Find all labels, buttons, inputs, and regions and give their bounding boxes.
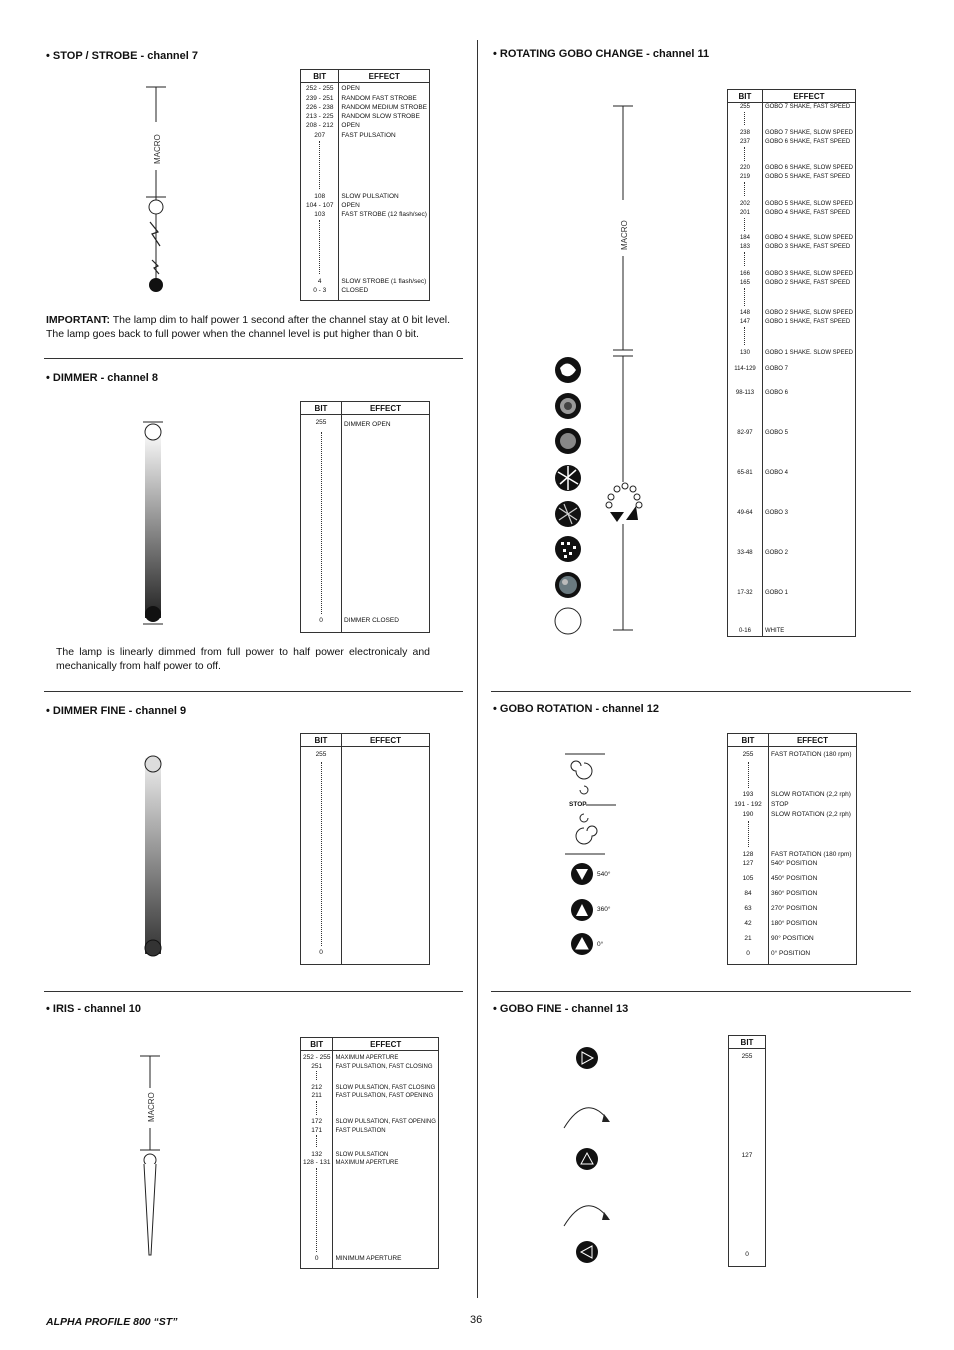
effect-cell: GOBO 1 (764, 589, 788, 596)
dimmer-fine-table (300, 733, 430, 965)
gobo-right-arrow-icon (626, 506, 638, 520)
bit-header: BIT (728, 90, 763, 103)
gobo-macro-label: MACRO (620, 220, 629, 250)
bit-cell: 98-113 (728, 389, 763, 429)
effect-cell: GOBO 1 SHAKE, FAST SPEED (764, 319, 851, 326)
table-row (728, 920, 857, 935)
bit-cell: 166 (728, 270, 763, 279)
bit-cell: 127 (728, 860, 769, 875)
effect-cell: FAST PULSATION, FAST CLOSING (335, 1063, 433, 1070)
gobo-fine-bottom-icon (576, 1241, 598, 1263)
divider-fine-iris (44, 991, 463, 992)
rotation-arrow-2-icon (564, 1206, 608, 1226)
strobe-table (300, 69, 430, 301)
gobo-0-icon (571, 933, 593, 955)
table-row (728, 549, 856, 589)
bit-cell: 0 (301, 1255, 333, 1268)
bit-cell: 82-97 (728, 429, 763, 469)
table-row (728, 627, 856, 637)
bit-cell: 128 (728, 851, 769, 861)
bit-cell: 147 (728, 318, 763, 327)
table-row (728, 509, 856, 549)
bit-cell: 0 - 3 (301, 287, 339, 300)
table-row (728, 270, 856, 279)
bit-header: BIT (728, 734, 769, 747)
product-name: ALPHA PROFILE 800 “ST” (46, 1316, 178, 1328)
effect-cell: GOBO 7 SHAKE, FAST SPEED (764, 104, 851, 110)
strobe-title: • STOP / STROBE - channel 7 (46, 50, 198, 62)
table-row (728, 747, 857, 762)
effect-cell: GOBO 4 SHAKE, SLOW SPEED (764, 235, 853, 242)
effect-cell: 540° POSITION (771, 860, 818, 868)
table-row (728, 138, 856, 147)
effect-cell: GOBO 1 SHAKE. SLOW SPEED (764, 349, 853, 356)
bit-cell: 127 (741, 1152, 753, 1160)
iris-cone-icon (144, 1164, 156, 1255)
bit-cell: 255 (728, 747, 769, 762)
bit-cell: 17-32 (728, 589, 763, 627)
dimmer-fine-bottom-icon (145, 940, 161, 956)
bit-cell: 130 (728, 349, 763, 365)
bit-cell: 208 - 212 (301, 122, 339, 131)
bit-cell: 202 (728, 200, 763, 209)
table-row (301, 278, 430, 287)
dimmer-fine-gradient-bar (140, 750, 166, 962)
bit-cell: 237 (728, 138, 763, 147)
effect-header: EFFECT (342, 734, 430, 747)
gobo-fine-title: • GOBO FINE - channel 13 (493, 1003, 629, 1015)
bit-cell: 171 (301, 1127, 333, 1136)
table-row (728, 905, 857, 920)
effect-cell: GOBO 7 (764, 365, 788, 372)
table-row (301, 1159, 439, 1168)
bit-cell: 104 - 107 (301, 202, 339, 211)
bit-cell: 226 - 238 (301, 104, 339, 113)
bit-cell: 63 (728, 905, 769, 920)
bit-cell: 211 (301, 1092, 333, 1101)
table-row (728, 349, 856, 365)
table-row (728, 890, 857, 905)
effect-cell: GOBO 5 SHAKE, SLOW SPEED (764, 200, 853, 207)
gobo-fine-middle-icon (576, 1148, 598, 1170)
table-row (728, 309, 856, 318)
bit-header: BIT (729, 1036, 766, 1049)
table-row (729, 1152, 766, 1162)
effect-cell: GOBO 6 (764, 389, 788, 396)
bit-cell: 148 (728, 309, 763, 318)
effect-cell: 180° POSITION (771, 920, 818, 928)
bit-cell: 255 (741, 1053, 753, 1060)
effect-cell: CLOSED (341, 287, 369, 295)
bit-cell: 42 (728, 920, 769, 935)
bit-cell: 213 - 225 (301, 113, 339, 122)
gobo-540-icon (571, 863, 593, 885)
bit-cell: 105 (728, 875, 769, 890)
gobo-wheel-diagram (548, 100, 658, 640)
table-row (728, 935, 857, 950)
bit-cell: 212 (301, 1084, 333, 1093)
table-row (728, 234, 856, 243)
column-divider (477, 40, 478, 1298)
gobo-4-icon (555, 465, 581, 491)
effect-cell: GOBO 2 SHAKE, SLOW SPEED (764, 310, 853, 317)
effect-cell: DIMMER CLOSED (344, 617, 399, 625)
effect-cell: SLOW PULSATION, FAST CLOSING (335, 1084, 436, 1091)
effect-cell: FAST ROTATION (180 rpm) (771, 751, 852, 758)
bit-cell: 114-129 (728, 365, 763, 389)
bit-cell: 49-64 (728, 509, 763, 549)
dimmer-fine-top-icon (145, 756, 161, 772)
bit-cell: 191 - 192 (728, 801, 769, 811)
effect-header: EFFECT (762, 90, 855, 103)
rotation-arrow-icon (564, 1108, 608, 1128)
table-row (301, 617, 430, 632)
bit-cell: 239 - 251 (301, 95, 339, 104)
effect-cell: STOP (771, 801, 789, 809)
table-row (728, 429, 856, 469)
table-row (301, 193, 430, 202)
table-row (728, 875, 857, 890)
table-row (728, 950, 857, 964)
bit-cell: 4 (301, 278, 339, 287)
effect-cell: 450° POSITION (771, 875, 818, 883)
gobo-6-icon (555, 393, 581, 419)
iris-table (300, 1037, 439, 1269)
bit-cell: 183 (728, 243, 763, 252)
table-row (728, 243, 856, 252)
table-row (301, 95, 430, 104)
table-row (728, 811, 857, 821)
bit-cell: 190 (728, 811, 769, 821)
table-row (728, 589, 856, 627)
bit-header: BIT (301, 734, 342, 747)
effect-cell: FAST PULSATION (335, 1127, 386, 1134)
bit-cell: 255 (728, 103, 763, 113)
stop-label: STOP (569, 801, 587, 808)
angle-360-label: 360° (597, 906, 611, 913)
dimmer-table (300, 401, 430, 633)
table-row (301, 287, 430, 300)
iris-title: • IRIS - channel 10 (46, 1003, 141, 1015)
effect-cell: MAXIMUM APERTURE (335, 1055, 399, 1061)
gobo-rotation-table (727, 733, 857, 965)
rotation-fast-reverse-icon (576, 826, 597, 844)
open-shutter-icon (149, 200, 163, 214)
bit-cell: 252 - 255 (301, 1051, 333, 1063)
gobo-2-icon (555, 536, 581, 562)
gobo-7-icon (555, 357, 581, 383)
bit-cell: 21 (728, 935, 769, 950)
effect-cell: RANDOM FAST STROBE (341, 94, 417, 102)
bit-cell: 0 (728, 950, 769, 964)
bit-cell: 0-16 (728, 627, 763, 637)
table-row (301, 1063, 439, 1072)
bit-cell: 103 (301, 211, 339, 220)
gobo-1-icon (555, 572, 581, 598)
bit-header: BIT (301, 70, 339, 83)
table-row (301, 949, 430, 964)
strobe-important-note (46, 313, 464, 341)
bit-cell: 108 (301, 193, 339, 202)
bit-cell: 220 (728, 164, 763, 173)
bit-cell: 201 (728, 209, 763, 218)
dimmer-gradient-bar (140, 418, 166, 628)
iris-macro-diagram (136, 1050, 168, 1265)
table-row (728, 389, 856, 429)
table-row (728, 469, 856, 509)
gobo-change-table (727, 89, 856, 637)
bit-cell: 65-81 (728, 469, 763, 509)
bit-cell: 128 - 131 (301, 1159, 333, 1168)
effect-cell: GOBO 5 (764, 429, 788, 436)
divider-gobo-rotation (491, 691, 911, 692)
closed-shutter-icon (149, 278, 163, 292)
important-label: IMPORTANT: (46, 314, 110, 326)
gobo-wheel-dots-icon (606, 483, 642, 508)
effect-cell: 360° POSITION (771, 890, 818, 898)
table-row (728, 851, 857, 861)
bit-cell: 193 (728, 791, 769, 801)
effect-cell: DIMMER OPEN (344, 421, 391, 428)
gobo-rotation-title: • GOBO ROTATION - channel 12 (493, 703, 660, 715)
table-row (301, 211, 430, 220)
effect-cell: FAST PULSATION, FAST OPENING (335, 1093, 434, 1100)
effect-cell: OPEN (341, 122, 360, 130)
effect-cell: GOBO 6 SHAKE, SLOW SPEED (764, 165, 853, 172)
table-row (301, 1051, 439, 1063)
gobo-rotation-diagram (560, 748, 620, 960)
effect-cell: FAST ROTATION (180 rpm) (771, 850, 852, 858)
effect-cell: SLOW PULSATION (335, 1151, 389, 1158)
effect-cell: GOBO 4 SHAKE, FAST SPEED (764, 209, 851, 216)
dimmer-closed-icon (145, 606, 161, 622)
gobo-left-arrow-icon (610, 512, 624, 522)
effect-header: EFFECT (333, 1038, 438, 1051)
table-row (728, 279, 856, 288)
table-row (301, 747, 430, 762)
bit-cell: 0 (745, 1250, 749, 1258)
bit-cell: 165 (728, 279, 763, 288)
effect-cell: SLOW STROBE (1 flash/sec) (341, 277, 427, 285)
bit-cell: 219 (728, 173, 763, 182)
gobo-360-icon (571, 899, 593, 921)
gobo-5-icon (555, 428, 581, 454)
effect-cell: GOBO 3 (764, 509, 788, 516)
effect-cell: RANDOM MEDIUM STROBE (341, 103, 427, 111)
divider-dimmer-fine (44, 691, 463, 692)
effect-cell: MINIMUM APERTURE (335, 1255, 402, 1263)
dimmer-note: The lamp is linearly dimmed from full power to half power electronicaly and mechanically from half power to off. (56, 646, 430, 672)
table-row (301, 113, 430, 122)
bit-cell: 0 (301, 949, 342, 964)
bit-cell: 33-48 (728, 549, 763, 589)
bit-cell: 84 (728, 890, 769, 905)
table-row (728, 209, 856, 218)
effect-cell: SLOW ROTATION (2,2 rph) (771, 791, 851, 799)
rotation-slow-icon (580, 786, 588, 794)
bit-cell: 255 (301, 747, 342, 762)
important-text: The lamp dim to half power 1 second after the channel stay at 0 bit level. The lamp goes back to full power when the channel level is put higher than 0 bit. (46, 314, 451, 340)
bit-cell: 251 (301, 1063, 333, 1072)
rotation-slow-reverse-icon (580, 814, 588, 822)
table-row (301, 104, 430, 113)
bit-header: BIT (301, 402, 342, 415)
strobe-macro-diagram (138, 82, 178, 297)
bit-header: BIT (301, 1038, 333, 1051)
bit-cell: 252 - 255 (301, 83, 339, 95)
rotation-fast-icon (571, 761, 592, 779)
effect-cell: GOBO 6 SHAKE, FAST SPEED (764, 138, 851, 145)
divider-gobo-fine (491, 991, 911, 992)
dimmer-fine-title: • DIMMER FINE - channel 9 (46, 705, 187, 717)
effect-cell: GOBO 2 (764, 549, 788, 556)
gobo-fine-table (728, 1035, 766, 1267)
table-row (728, 791, 857, 801)
effect-cell: SLOW PULSATION, FAST OPENING (335, 1119, 436, 1126)
effect-header: EFFECT (342, 402, 430, 415)
bit-cell: 184 (728, 234, 763, 243)
dimmer-open-icon (145, 424, 161, 440)
table-row (729, 1251, 766, 1267)
angle-540-label: 540° (597, 871, 611, 878)
effect-cell: SLOW PULSATION (341, 192, 399, 200)
lightning-icon (150, 222, 160, 246)
table-row (301, 83, 430, 95)
effect-cell: GOBO 4 (764, 469, 788, 476)
iris-macro-label: MACRO (147, 1092, 156, 1122)
page-number: 36 (470, 1314, 483, 1326)
table-row (301, 202, 430, 211)
table-row (729, 1049, 766, 1065)
table-row (728, 103, 856, 113)
bit-cell: 238 (728, 129, 763, 138)
bit-cell: 172 (301, 1118, 333, 1127)
table-row (301, 1118, 439, 1127)
table-row (728, 129, 856, 138)
angle-0-label: 0° (597, 941, 604, 948)
gobo-white-icon (555, 608, 581, 634)
bit-cell: 207 (301, 132, 339, 141)
effect-cell: GOBO 3 SHAKE, FAST SPEED (764, 244, 851, 251)
table-row (301, 1084, 439, 1093)
effect-cell: GOBO 7 SHAKE, SLOW SPEED (764, 129, 853, 136)
gobo-change-title: • ROTATING GOBO CHANGE - channel 11 (493, 48, 710, 60)
gobo-fine-top-icon (576, 1047, 598, 1069)
effect-header: EFFECT (769, 734, 857, 747)
effect-cell: WHITE (764, 627, 785, 634)
divider-strobe-dimmer (44, 358, 463, 359)
table-row (301, 415, 430, 432)
effect-cell: GOBO 5 SHAKE, FAST SPEED (764, 174, 851, 181)
table-row (301, 1151, 439, 1160)
strobe-macro-label: MACRO (153, 134, 162, 164)
table-row (728, 318, 856, 327)
gobo-3-icon (555, 501, 581, 527)
effect-cell: RANDOM SLOW STROBE (341, 113, 420, 121)
effect-cell: MAXIMUM APERTURE (335, 1160, 399, 1167)
table-row (301, 1127, 439, 1136)
table-row (301, 132, 430, 141)
table-row (301, 122, 430, 131)
effect-cell: 90° POSITION (771, 935, 814, 943)
dimmer-title: • DIMMER - channel 8 (46, 372, 159, 384)
effect-cell: GOBO 2 SHAKE, FAST SPEED (764, 279, 851, 286)
table-row (728, 801, 857, 811)
effect-cell: OPEN (341, 85, 360, 92)
effect-cell: OPEN (341, 201, 360, 209)
bit-cell: 132 (301, 1151, 333, 1160)
effect-cell: GOBO 3 SHAKE, SLOW SPEED (764, 270, 853, 277)
effect-cell: 0° POSITION (771, 950, 811, 958)
effect-header: EFFECT (339, 70, 430, 83)
effect-cell: FAST STROBE (12 flash/sec) (341, 211, 427, 219)
table-row (728, 164, 856, 173)
effect-cell: 270° POSITION (771, 905, 818, 913)
effect-cell: FAST PULSATION (341, 131, 396, 139)
table-row (301, 1255, 439, 1268)
bit-cell: 0 (301, 617, 342, 632)
table-row (728, 860, 857, 875)
gobo-fine-diagram (556, 1040, 616, 1270)
table-row (728, 173, 856, 182)
table-row (728, 365, 856, 389)
table-row (301, 1092, 439, 1101)
table-row (728, 200, 856, 209)
effect-cell: SLOW ROTATION (2,2 rph) (771, 811, 851, 819)
bit-cell: 255 (301, 415, 342, 432)
